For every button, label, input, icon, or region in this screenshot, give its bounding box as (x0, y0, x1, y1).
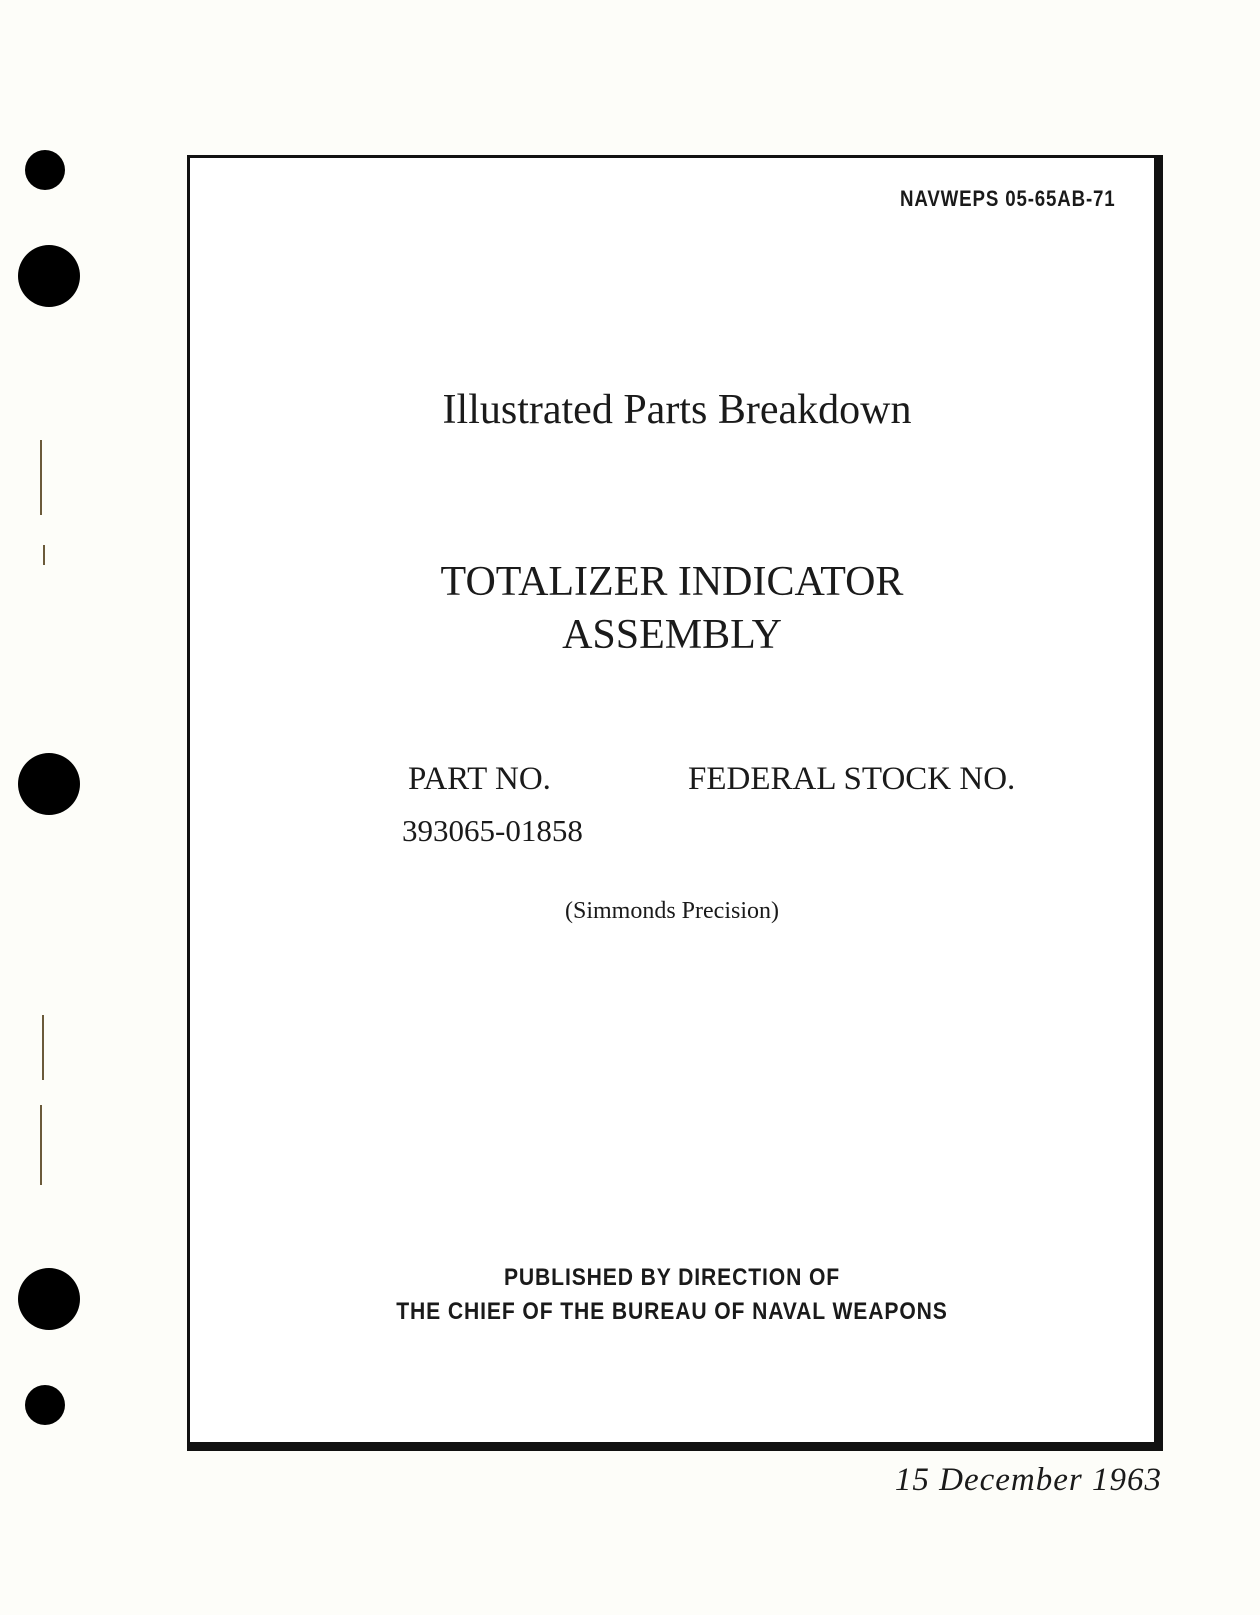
punch-hole (25, 1385, 65, 1425)
punch-hole (18, 245, 80, 307)
federal-stock-no-label: FEDERAL STOCK NO. (688, 761, 1016, 797)
punch-hole (25, 150, 65, 190)
publisher-line1: PUBLISHED BY DIRECTION OF (503, 1264, 841, 1291)
punch-hole (18, 753, 80, 815)
punch-hole (18, 1268, 80, 1330)
part-no-label: PART NO. (408, 761, 551, 797)
publication-date: 15 December 1963 (894, 1462, 1162, 1498)
margin-mark (40, 440, 42, 515)
margin-mark (40, 1105, 42, 1185)
margin-mark (43, 545, 45, 565)
subject-title-line2: ASSEMBLY (562, 612, 782, 658)
document-number: NAVWEPS 05-65AB-71 (900, 186, 1116, 211)
manufacturer: (Simmonds Precision) (565, 898, 779, 924)
publisher-statement (248, 1261, 1096, 1329)
margin-mark (42, 1015, 44, 1080)
document-title: Illustrated Parts Breakdown (442, 387, 912, 433)
subject-title-line1: TOTALIZER INDICATOR (440, 559, 904, 605)
publisher-line2: THE CHIEF OF THE BUREAU OF NAVAL WEAPONS (396, 1298, 948, 1325)
part-no-value: 393065-01858 (402, 813, 583, 848)
cover-frame (187, 155, 1163, 1451)
